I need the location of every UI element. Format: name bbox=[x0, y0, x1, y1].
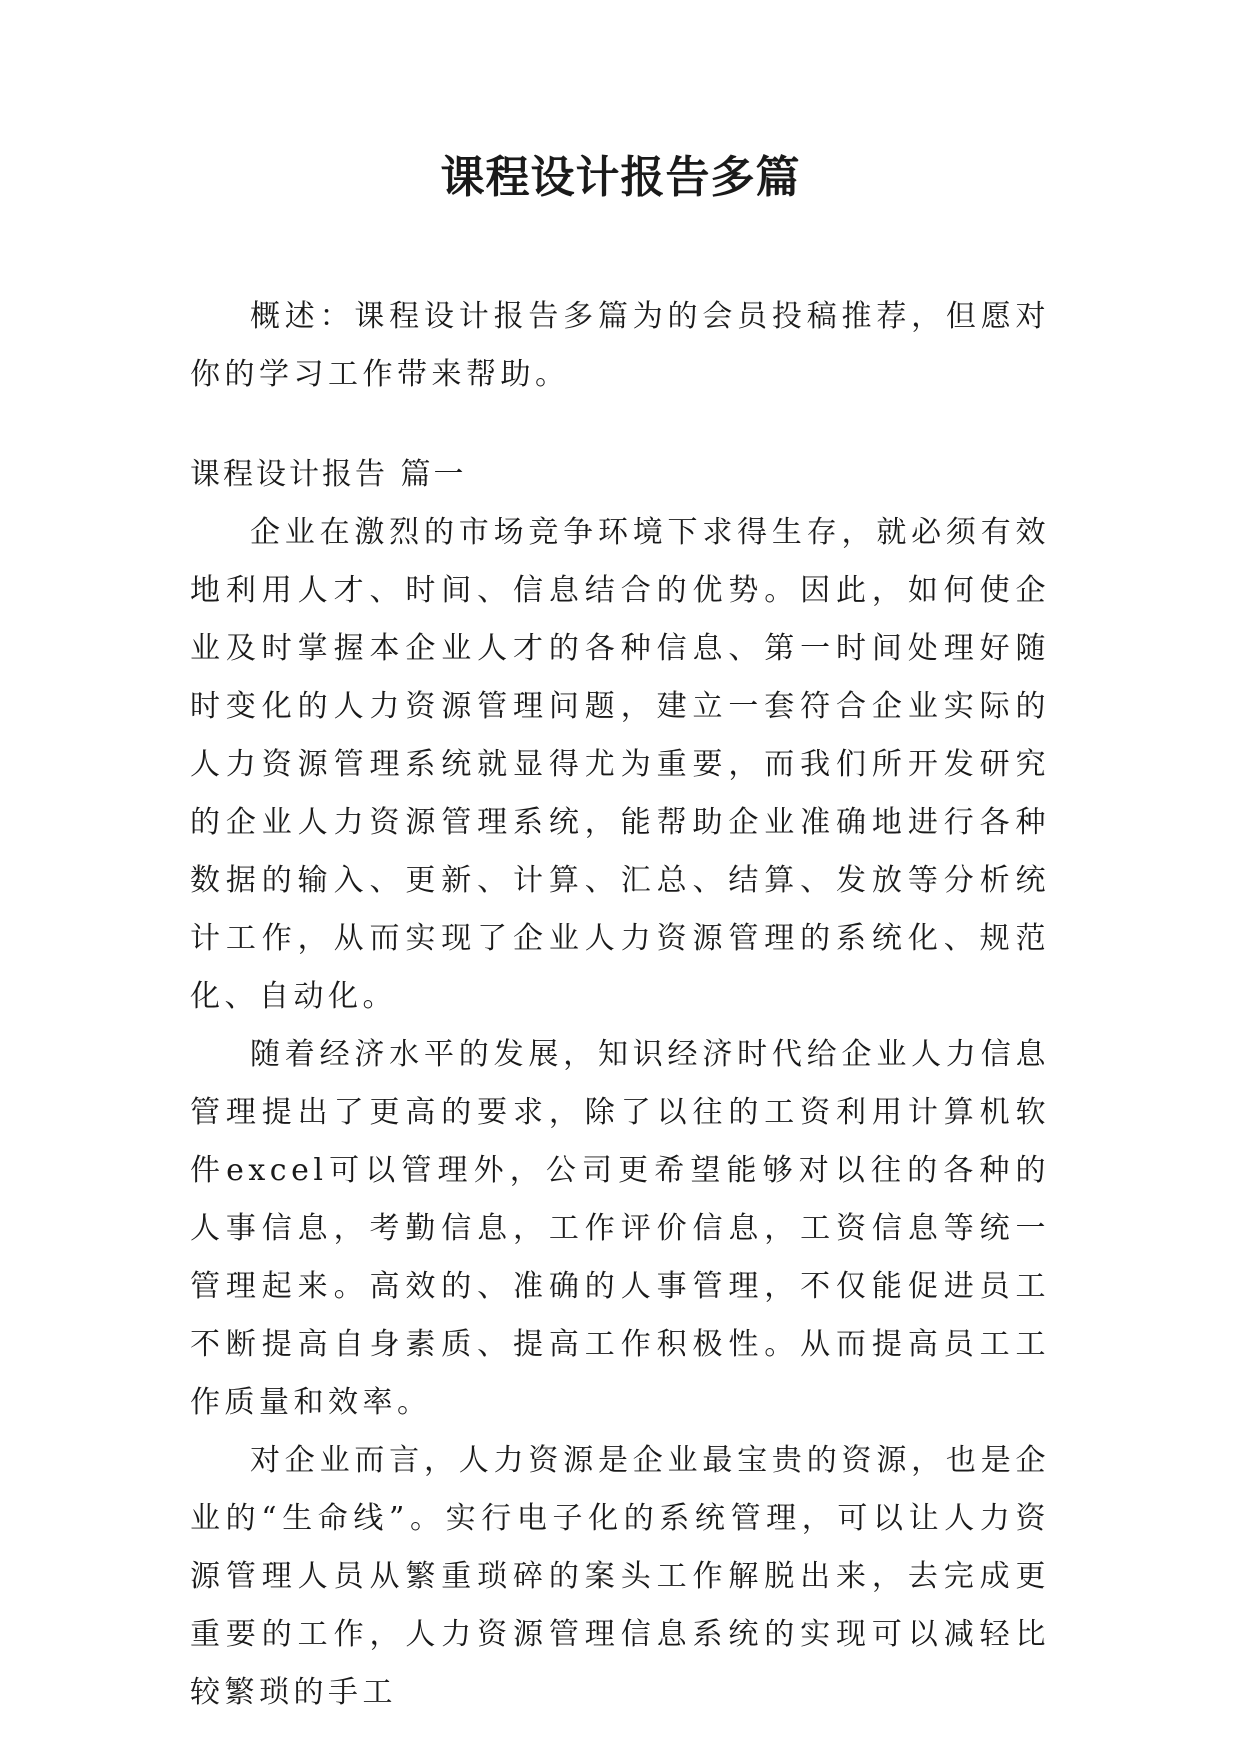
section-heading: 课程设计报告 篇一 bbox=[190, 457, 467, 492]
document-title: 课程设计报告多篇 bbox=[440, 152, 801, 203]
body-paragraph-1: 企业在激烈的市场竞争环境下求得生存，就必须有效地利用人才、时间、信息结合的优势。因此，如何使企业及时掌握本企业人才的各种信息、第一时间处理好随时变化的人力资源管理问题，建立一套符合企业实际的人力资源管理系统就显得尤为重要，而我们所开发研究的企业人力资源管理系统，能帮助企业准确地进行各种数据的输入、更新、计算、汇总、结算、发放等分析统计工作，从而实现了企业人力资源管理的系统化、规范化、自动化。 bbox=[190, 515, 1050, 1014]
document-body bbox=[190, 288, 1050, 1722]
body-paragraph-3: 对企业而言，人力资源是企业最宝贵的资源，也是企业的“生命线”。实行电子化的系统管理，可以让人力资源管理人员从繁重琐碎的案头工作解脱出来，去完成更重要的工作，人力资源管理信息系统的实现可以减轻比较繁琐的手工 bbox=[190, 1443, 1050, 1710]
summary-paragraph: 概述：课程设计报告多篇为的会员投稿推荐，但愿对你的学习工作带来帮助。 bbox=[190, 299, 1050, 392]
body-paragraph-2: 随着经济水平的发展，知识经济时代给企业人力信息管理提出了更高的要求，除了以往的工资利用计算机软件excel可以管理外，公司更希望能够对以往的各种的人事信息，考勤信息，工作评价信息，工资信息等统一管理起来。高效的、准确的人事管理，不仅能促进员工不断提高自身素质、提高工作积极性。从而提高员工工作质量和效率。 bbox=[190, 1037, 1050, 1420]
